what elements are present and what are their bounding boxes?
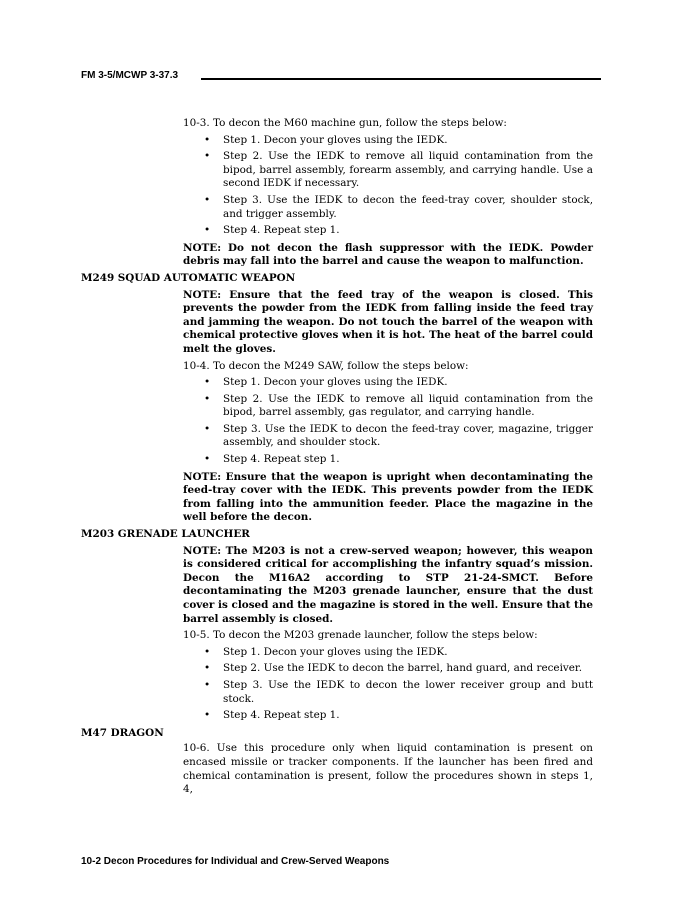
m203-steps [183,646,593,723]
bullet-icon: • [204,422,211,435]
list-item: • Step 1. Decon your gloves using the IEDK. [204,376,448,389]
list-item: • Step 1. Decon your gloves using the IEDK. [204,133,448,146]
bullet-icon: • [204,224,211,237]
list-item: • Step 1. Decon your gloves using the IEDK. [204,645,448,658]
running-header [81,70,601,84]
m249-steps [183,376,593,467]
section-m203 [183,545,593,723]
heading-m249: M249 SQUAD AUTOMATIC WEAPON [81,271,296,284]
paragraph-10-4: 10-4. To decon the M249 SAW, follow the steps below: [183,359,469,372]
bullet-icon: • [204,709,211,722]
list-item: • Step 3. Use the IEDK to decon the lower receiver group and butt stock. [204,678,593,705]
running-footer: 10-2 Decon Procedures for Individual and Crew-Served Weapons [81,856,390,867]
bullet-icon: • [204,150,211,163]
list-item: • Step 4. Repeat step 1. [204,453,340,466]
list-item: • Step 3. Use the IEDK to decon the feed-tray cover, shoulder stock, and trigger assembly. [204,193,593,220]
list-item: • Step 4. Repeat step 1. [204,709,340,722]
m60-steps [183,134,593,238]
bullet-icon: • [204,662,211,675]
bullet-icon: • [204,453,211,466]
list-item: • Step 2. Use the IEDK to decon the barrel, hand guard, and receiver. [204,662,583,675]
section-m249 [183,289,593,526]
bullet-icon: • [204,645,211,658]
paragraph-10-3: 10-3. To decon the M60 machine gun, follow the steps below: [183,117,507,129]
bullet-icon: • [204,133,211,146]
list-item: • Step 2. Use the IEDK to remove all liquid contamination from the bipod, barrel assembly, forearm assembly, and carrying handle. Use a second IEDK if necessary. [204,150,593,190]
paragraph-10-6: 10-6. Use this procedure only when liquid contamination is present on encased missile or tracker components. If the launcher has been fired and chemical contamination is present, follow the procedures shown in steps 1, 4, [183,742,593,796]
section-m60 [183,117,593,269]
note-m249-post: NOTE: Ensure that the weapon is upright when decontaminating the feed-tray cover with the IEDK. This prevents powder from the IEDK from falling into the ammunition feeder. Place the magazine in the well before the decon. [183,470,593,524]
heading-m203: M203 GRENADE LAUNCHER [81,528,250,541]
bullet-icon: • [204,392,211,405]
bullet-icon: • [204,376,211,389]
note-m60: NOTE: Do not decon the flash suppressor with the IEDK. Powder debris may fall into the barrel and cause the weapon to malfunction. [183,241,593,268]
heading-m47: M47 DRAGON [81,726,164,739]
bullet-icon: • [204,678,211,691]
paragraph-10-5: 10-5. To decon the M203 grenade launcher, follow the steps below: [183,629,538,642]
bullet-icon: • [204,193,211,206]
doc-id: FM 3-5/MCWP 3-37.3 [81,70,179,81]
note-m203: NOTE: The M203 is not a crew-served weapon; however, this weapon is considered critical for accomplishing the infantry squad’s mission. Decon the M16A2 according to STP 21-24-SMCT. Before decontaminating the M203 grenade launcher, ensure that the dust cover is closed and the magazine is stored in the well. Ensure that the barrel assembly is closed. [183,544,593,625]
page-body [81,117,593,800]
section-m47 [183,742,593,796]
list-item: • Step 2. Use the IEDK to remove all liquid contamination from the bipod, barrel assembly, gas regulator, and carrying handle. [204,392,593,419]
header-rule [201,78,601,80]
list-item: • Step 3. Use the IEDK to decon the feed-tray cover, magazine, trigger assembly, and shoulder stock. [204,422,593,449]
note-m249-pre: NOTE: Ensure that the feed tray of the weapon is closed. This prevents the powder from the IEDK from falling inside the feed tray and jamming the weapon. Do not touch the barrel of the weapon with chemical protective gloves when it is hot. The heat of the barrel could melt the gloves. [183,288,593,355]
list-item: • Step 4. Repeat step 1. [204,224,340,237]
